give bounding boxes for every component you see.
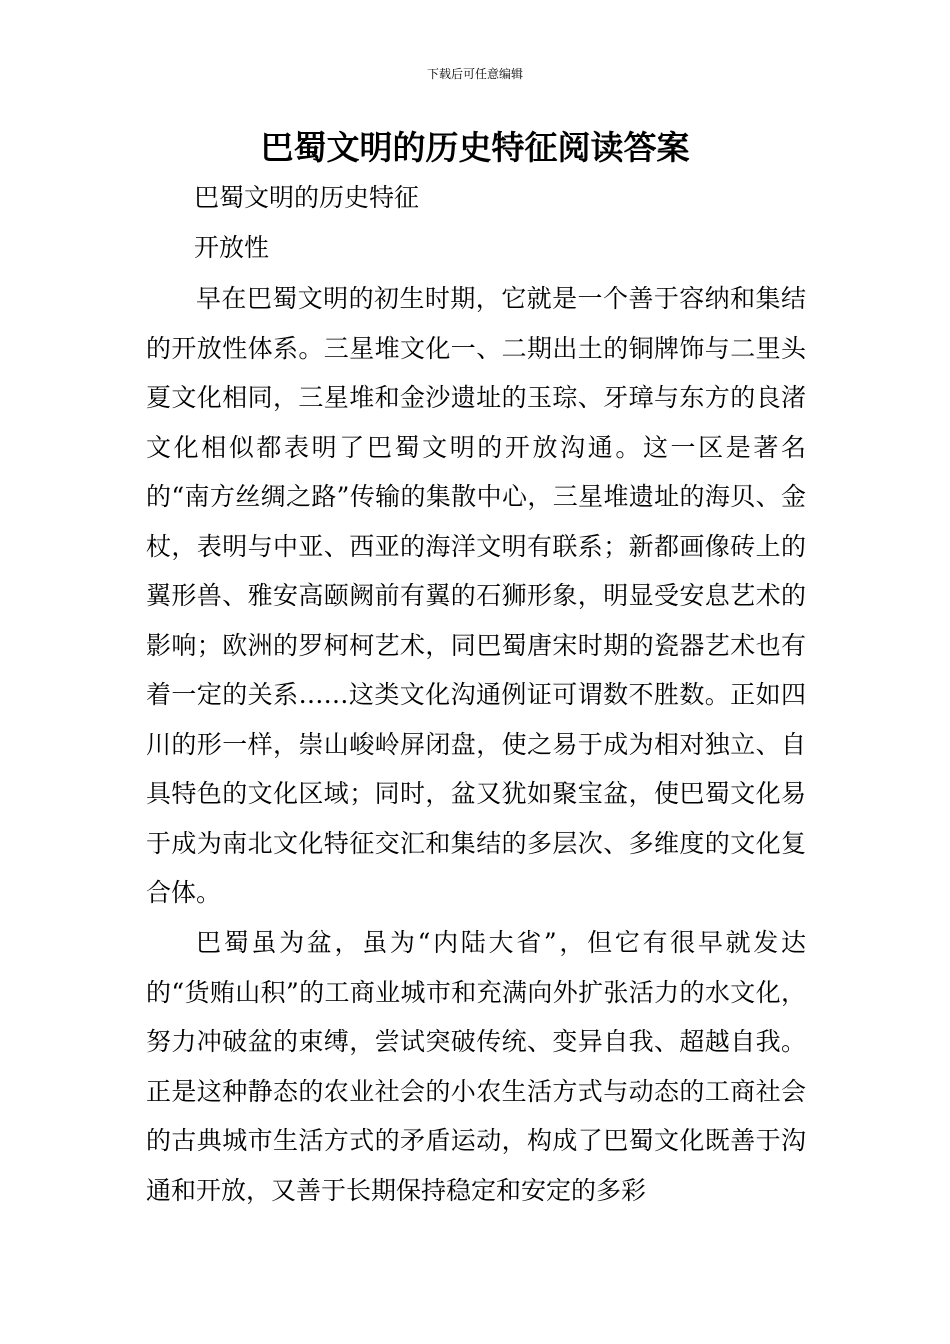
- paragraph-2: 巴蜀虽为盆，虽为“内陆大省”，但它有很早就发达的“货贿山积”的工商业城市和充满向外扩张活力的水文化，努力冲破盆的束缚，尝试突破传统、变异自我、超越自我。正是这种静态的农业社会的小农生活方式与动态的工商社会的古典城市生活方式的矛盾运动，构成了巴蜀文化既善于沟通和开放，又善于长期保持稳定和安定的多彩: [146, 928, 806, 1205]
- section-heading: 开放性: [194, 233, 270, 262]
- document-subtitle: 巴蜀文明的历史特征: [194, 183, 420, 212]
- header-note: 下载后可任意编辑: [426, 67, 523, 81]
- paragraph-1: 早在巴蜀文明的初生时期，它就是一个善于容纳和集结的开放性体系。三星堆文化一、二期出土的铜牌饰与二里头夏文化相同，三星堆和金沙遗址的玉琮、牙璋与东方的良渚文化相似都表明了巴蜀文明的开放沟通。这一区是著名的“南方丝绸之路”传输的集散中心，三星堆遗址的海贝、金杖，表明与中亚、西亚的海洋文明有联系；新都画像砖上的翼形兽、雅安高颐阙前有翼的石狮形象，明显受安息艺术的影响；欧洲的罗柯柯艺术，同巴蜀唐宋时期的瓷器艺术也有着一定的关系……这类文化沟通例证可谓数不胜数。正如四川的形一样，崇山峻岭屏闭盘，使之易于成为相对独立、自具特色的文化区域；同时，盆又犹如聚宝盆，使巴蜀文化易于成为南北文化特征交汇和集结的多层次、多维度的文化复合体。: [146, 284, 806, 907]
- document-title: 巴蜀文明的历史特征阅读答案: [260, 128, 690, 167]
